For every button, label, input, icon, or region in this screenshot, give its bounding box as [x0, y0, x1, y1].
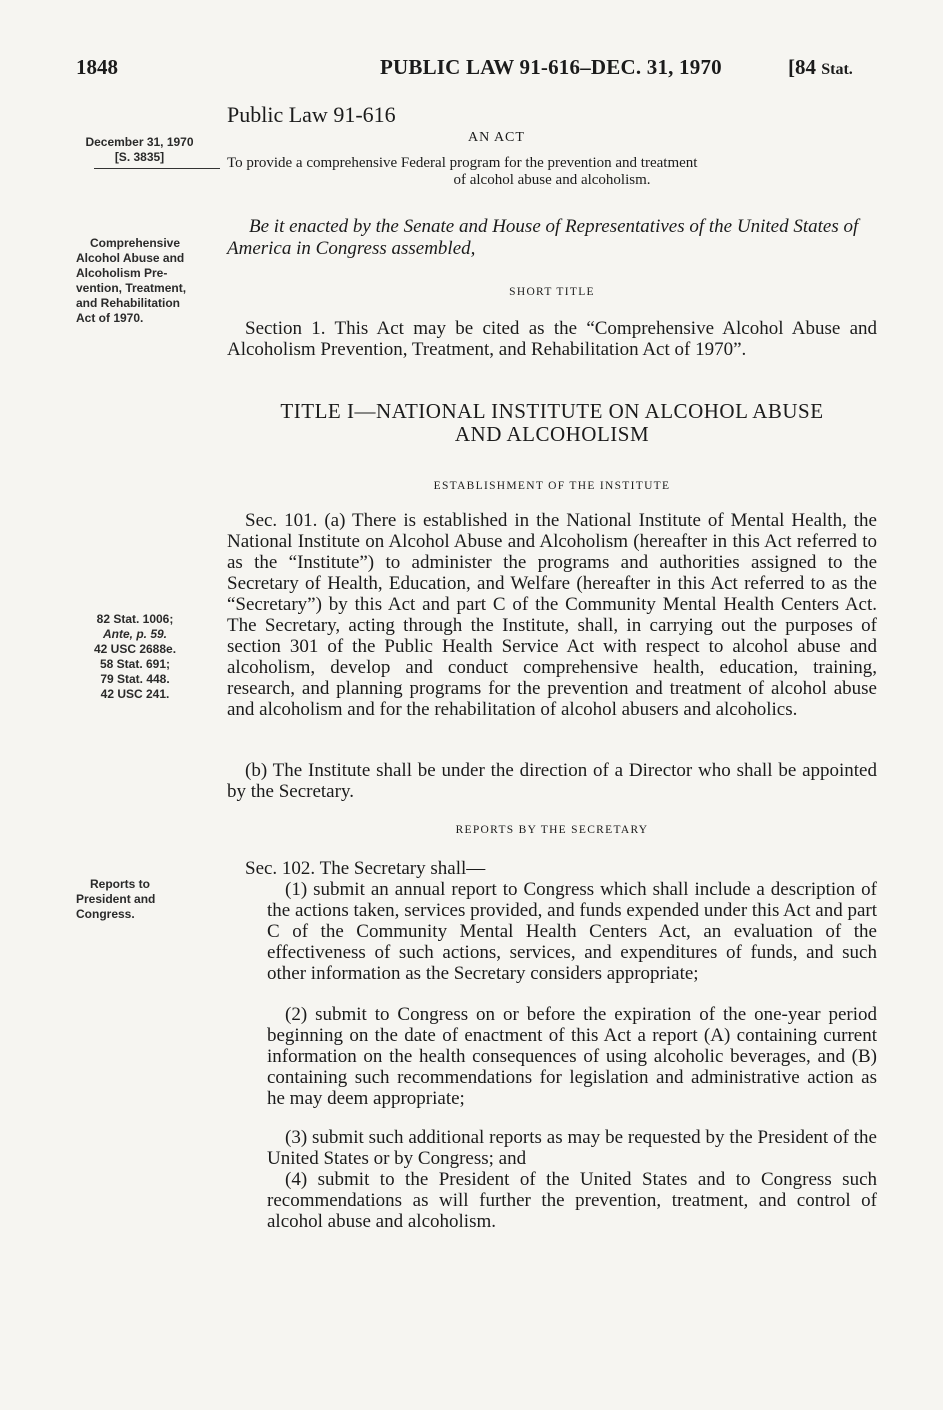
margin-note-citations: [60, 612, 210, 702]
citation: Ante, p. 59.: [102, 627, 167, 641]
citation: 82 Stat. 1006;: [96, 612, 174, 626]
margin-line: Reports to: [90, 877, 150, 891]
public-law-title: Public Law 91-616: [227, 102, 396, 127]
reports-heading: REPORTS BY THE SECRETARY: [455, 824, 649, 836]
margin-line: Comprehensive: [90, 236, 181, 250]
purpose-line-1: To provide a comprehensive Federal program for the prevention and treatment: [227, 155, 698, 171]
section-102-intro: Sec. 102. The Secretary shall—: [245, 858, 486, 879]
enactment-date: December 31, 1970: [85, 135, 194, 149]
establishment-heading: ESTABLISHMENT OF THE INSTITUTE: [433, 480, 671, 492]
bill-number: [S. 3835]: [114, 150, 165, 164]
margin-line: Alcoholism Pre-: [76, 266, 168, 280]
stat-reference: [788, 55, 853, 80]
section-101b: (b) The Institute shall be under the direction of a Director who shall be appointed by the Secretary.: [227, 760, 877, 802]
stat-label: Stat.: [821, 61, 853, 78]
title-one-line-2: AND ALCOHOLISM: [454, 422, 650, 446]
section-102-item-2: (2) submit to Congress on or before the expiration of the one-year period beginning on the date of enactment of this Act a report (A) containing current information on the health consequences of using alcoholic beverages, and (B) containing such recommendations for legislation and administrative action as he may deem appropriate;: [267, 1004, 877, 1109]
margin-line: vention, Treatment,: [76, 281, 187, 295]
margin-note-short-title: [76, 236, 216, 326]
margin-line: Alcohol Abuse and: [76, 251, 185, 265]
margin-note-date: [62, 135, 217, 169]
section-102-item-4: (4) submit to the President of the United States and to Congress such recommendations as will further the prevention, treatment, and control of alcohol abuse and alcoholism.: [267, 1169, 877, 1232]
running-title: PUBLIC LAW 91-616–DEC. 31, 1970: [380, 55, 722, 79]
citation: 58 Stat. 691;: [99, 657, 171, 671]
margin-line: President and: [76, 892, 156, 906]
enacting-clause: Be it enacted by the Senate and House of Representatives of the United States of America in Congress assembled,: [227, 216, 859, 259]
act-purpose: [227, 155, 877, 189]
section-1: Section 1. This Act may be cited as the “Comprehensive Alcohol Abuse and Alcoholism Prevention, Treatment, and Rehabilitation Act of 1970”.: [227, 318, 877, 360]
citation: 42 USC 241.: [100, 687, 170, 701]
section-101a: Sec. 101. (a) There is established in the National Institute of Mental Health, the National Institute on Alcohol Abuse and Alcoholism (hereafter in this Act referred to as the “Institute”) to administer the programs and authorities assigned to the Secretary of Health, Education, and Welfare (hereafter in this Act referred to as the “Secretary”) by this Act and part C of the Community Mental Health Centers Act. The Secretary, acting through the Institute, shall, in carrying out the purposes of section 301 of the Public Health Service Act with respect to alcohol abuse and alcoholism, develop and conduct comprehensive health, education, training, research, and planning programs for the prevention and treatment of alcohol abuse and alcoholism and for the rehabilitation of alcohol abusers and alcoholics.: [227, 510, 877, 720]
margin-line: Congress.: [76, 907, 135, 921]
citation: 79 Stat. 448.: [100, 672, 170, 686]
page-number: 1848: [76, 55, 118, 79]
margin-note-reports: [76, 877, 216, 922]
title-one-heading: [227, 400, 877, 446]
title-one-line-1: TITLE I—NATIONAL INSTITUTE ON ALCOHOL ABUSE: [280, 399, 824, 423]
margin-line: and Rehabilitation: [76, 296, 181, 310]
purpose-line-2: of alcohol abuse and alcoholism.: [453, 172, 651, 188]
citation: 42 USC 2688e.: [93, 642, 177, 656]
margin-rule: [94, 168, 220, 169]
section-102-item-3: (3) submit such additional reports as may be requested by the President of the United States or by Congress; and: [267, 1127, 877, 1169]
short-title-heading: SHORT TITLE: [509, 286, 595, 298]
margin-line: Act of 1970.: [76, 311, 144, 325]
stat-volume: [84: [788, 55, 816, 79]
an-act-label: AN ACT: [468, 130, 525, 145]
running-header: [60, 55, 880, 85]
section-102-item-1: (1) submit an annual report to Congress which shall include a description of the actions taken, services provided, and funds expended under this Act and part C of the Community Mental Health Centers Act, an evaluation of the effectiveness of such actions, services, and expenditures of funds, and such other information as the Secretary considers appropriate;: [267, 879, 877, 984]
